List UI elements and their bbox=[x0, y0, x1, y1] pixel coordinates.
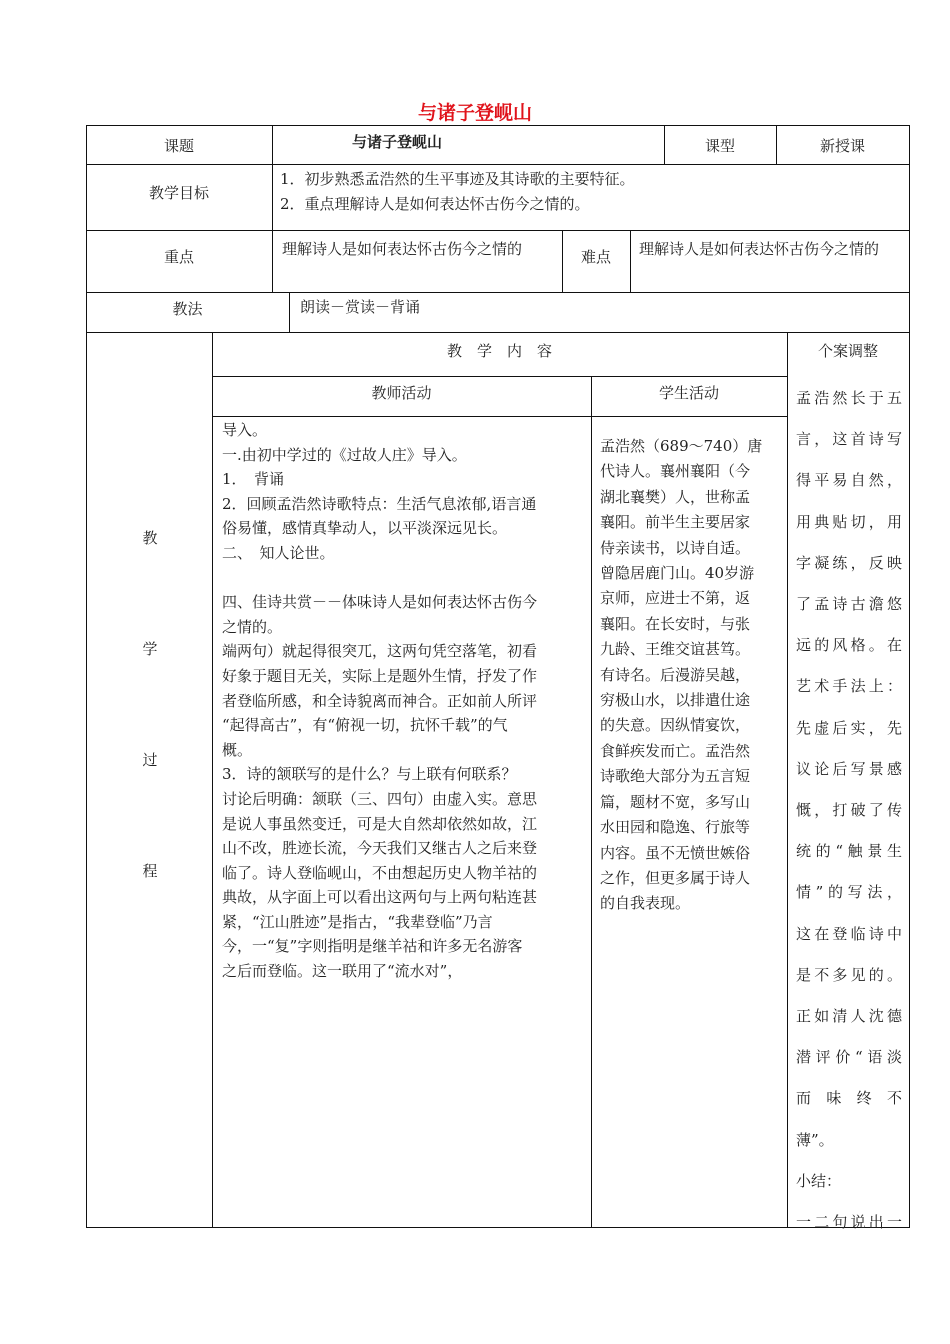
teacher-line: 四、佳诗共赏－－体味诗人是如何表达怀古伤今 bbox=[222, 593, 538, 612]
goal-item: 1．初步熟悉孟浩然的生平事迹及其诗歌的主要特征。 bbox=[280, 170, 635, 188]
method-label: 教法 bbox=[172, 300, 203, 318]
goals-label: 教学目标 bbox=[148, 184, 209, 202]
student-line: 水田园和隐逸、行旅等 bbox=[600, 818, 751, 837]
teacher-line: 2．回顾孟浩然诗歌特点：生活气息浓郁,语言通 bbox=[222, 494, 537, 513]
teacher-line: 1． 背诵 bbox=[222, 470, 285, 489]
adjust-line: 情”的写法， bbox=[796, 883, 902, 902]
teacher-header: 教师活动 bbox=[371, 384, 432, 402]
content-header: 教 学 内 容 bbox=[446, 342, 552, 360]
key-point-value: 理解诗人是如何表达怀古伤今之情的 bbox=[282, 240, 523, 258]
student-line: 食鲜疾发而亡。孟浩然 bbox=[600, 741, 751, 760]
student-line: 篇，题材不宽，多写山 bbox=[600, 792, 751, 811]
goals-list bbox=[280, 167, 900, 217]
teacher-line: 讨论后明确：颔联（三、四句）由虚入实。意思 bbox=[222, 789, 538, 808]
adjust-line: 统的“触景生 bbox=[796, 842, 902, 861]
process-label-char: 教 bbox=[142, 529, 158, 547]
teacher-line: “起得高古”，有“俯视一切，抗怀千载”的气 bbox=[222, 716, 508, 735]
adjust-line: 了孟诗古澹悠 bbox=[796, 595, 902, 614]
student-line: 内容。虽不无愤世嫉俗 bbox=[600, 843, 751, 862]
adjust-line: 正如清人沈德 bbox=[796, 1007, 902, 1026]
adjust-line: 这在登临诗中 bbox=[796, 924, 902, 943]
student-line: 孟浩然（689～740）唐 bbox=[600, 437, 763, 455]
adjust-line: 得平易自然， bbox=[796, 471, 902, 490]
student-activity bbox=[600, 434, 772, 917]
student-line: 襄阳。前半生主要居家 bbox=[600, 513, 751, 532]
adjust-line: 字凝练，反映 bbox=[796, 553, 902, 572]
student-line: 曾隐居鹿门山。40岁游 bbox=[600, 564, 755, 583]
teacher-line: 之后而登临。这一联用了“流水对”， bbox=[222, 962, 463, 981]
adjust-line: 薄”。 bbox=[796, 1130, 834, 1149]
adjust-line: 议论后写景感 bbox=[796, 759, 902, 778]
student-line: 穷极山水，以排遣仕途 bbox=[600, 691, 751, 710]
case-adjustment bbox=[796, 378, 902, 1243]
teacher-line: 概。 bbox=[222, 740, 253, 759]
student-line: 湖北襄樊）人，世称孟 bbox=[600, 487, 751, 506]
adjust-line: 孟浩然长于五 bbox=[796, 389, 902, 407]
adjust-line: 言，这首诗写 bbox=[796, 430, 902, 449]
method-value: 朗读－赏读－背诵 bbox=[300, 298, 421, 316]
teacher-line bbox=[222, 566, 582, 591]
adjust-line: 慨，打破了传 bbox=[796, 801, 902, 820]
teacher-line: 端两句）就起得很突兀，这两句凭空落笔，初看 bbox=[222, 642, 538, 661]
difficulty-label: 难点 bbox=[580, 248, 611, 266]
process-label-char: 过 bbox=[142, 751, 158, 769]
adjust-line: 艺术手法上： bbox=[796, 677, 902, 696]
goal-item: 2．重点理解诗人是如何表达怀古伤今之情的。 bbox=[280, 195, 590, 213]
teacher-line: 一.由初中学过的《过故人庄》导入。 bbox=[222, 445, 467, 464]
adjust-header: 个案调整 bbox=[817, 342, 878, 360]
teacher-line: 典故，从字面上可以看出这两句与上两句粘连甚 bbox=[222, 888, 538, 907]
adjust-line: 先虚后实，先 bbox=[796, 718, 902, 737]
teacher-line: 二、 知人论世。 bbox=[222, 543, 335, 562]
student-line: 诗歌绝大部分为五言短 bbox=[600, 767, 751, 786]
student-line: 的失意。因纵情宴饮， bbox=[600, 716, 751, 735]
teacher-line: 好象于题目无关，实际上是题外生情，抒发了作 bbox=[222, 666, 538, 685]
student-header: 学生活动 bbox=[658, 384, 719, 402]
student-line: 九龄、王维交谊甚笃。 bbox=[600, 640, 751, 659]
topic-label: 课题 bbox=[163, 137, 194, 155]
teacher-line: 者登临所感，和全诗貌离而神合。正如前人所评 bbox=[222, 691, 538, 710]
difficulty-value: 理解诗人是如何表达怀古伤今之情的 bbox=[639, 240, 880, 258]
student-line: 有诗名。后漫游吴越， bbox=[600, 665, 751, 684]
type-value: 新授课 bbox=[819, 137, 865, 155]
teacher-line: 3．诗的颔联写的是什么？与上联有何联系？ bbox=[222, 765, 517, 784]
adjust-line: 一二句说出一 bbox=[796, 1213, 902, 1232]
teacher-line: 临了。诗人登临岘山，不由想起历史人物羊祜的 bbox=[222, 863, 538, 882]
adjust-line: 远的风格。在 bbox=[796, 636, 902, 655]
student-line: 襄阳。在长安时，与张 bbox=[600, 614, 751, 633]
teacher-line: 俗易懂，感情真挚动人，以平淡深远见长。 bbox=[222, 519, 508, 538]
adjust-line: 小结： bbox=[796, 1171, 842, 1190]
type-label: 课型 bbox=[704, 137, 735, 155]
topic-value: 与诸子登岘山 bbox=[351, 133, 442, 151]
teacher-line: 之情的。 bbox=[222, 617, 283, 636]
teacher-line: 今，一“复”字则指明是继羊祜和许多无名游客 bbox=[222, 937, 523, 956]
document-title: 与诸子登岘山 bbox=[417, 102, 532, 124]
process-label-char: 程 bbox=[142, 862, 158, 880]
adjust-line: 是不多见的。 bbox=[796, 965, 902, 984]
student-line: 代诗人。襄州襄阳（今 bbox=[600, 462, 751, 481]
key-point-label: 重点 bbox=[163, 248, 194, 266]
teacher-activity bbox=[222, 418, 582, 984]
teacher-line: 是说人事虽然变迁，可是大自然却依然如故，江 bbox=[222, 814, 538, 833]
teacher-line: 山不改，胜迹长流，今天我们又继古人之后来登 bbox=[222, 839, 538, 858]
student-line: 的自我表现。 bbox=[600, 894, 691, 913]
adjust-line: 用典贴切，用 bbox=[796, 512, 902, 531]
adjust-line: 潜评价“语淡 bbox=[796, 1048, 902, 1067]
student-line: 侍亲读书，以诗自适。 bbox=[600, 538, 751, 557]
adjust-line: 而 味 终 不 bbox=[796, 1089, 902, 1108]
student-line: 京师，应进士不第，返 bbox=[600, 589, 751, 608]
process-label-char: 学 bbox=[142, 640, 158, 658]
student-line: 之作，但更多属于诗人 bbox=[600, 868, 751, 887]
teacher-line: 导入。 bbox=[222, 421, 268, 439]
teacher-line: 紧，“江山胜迹”是指古，“我辈登临”乃言 bbox=[222, 912, 493, 931]
